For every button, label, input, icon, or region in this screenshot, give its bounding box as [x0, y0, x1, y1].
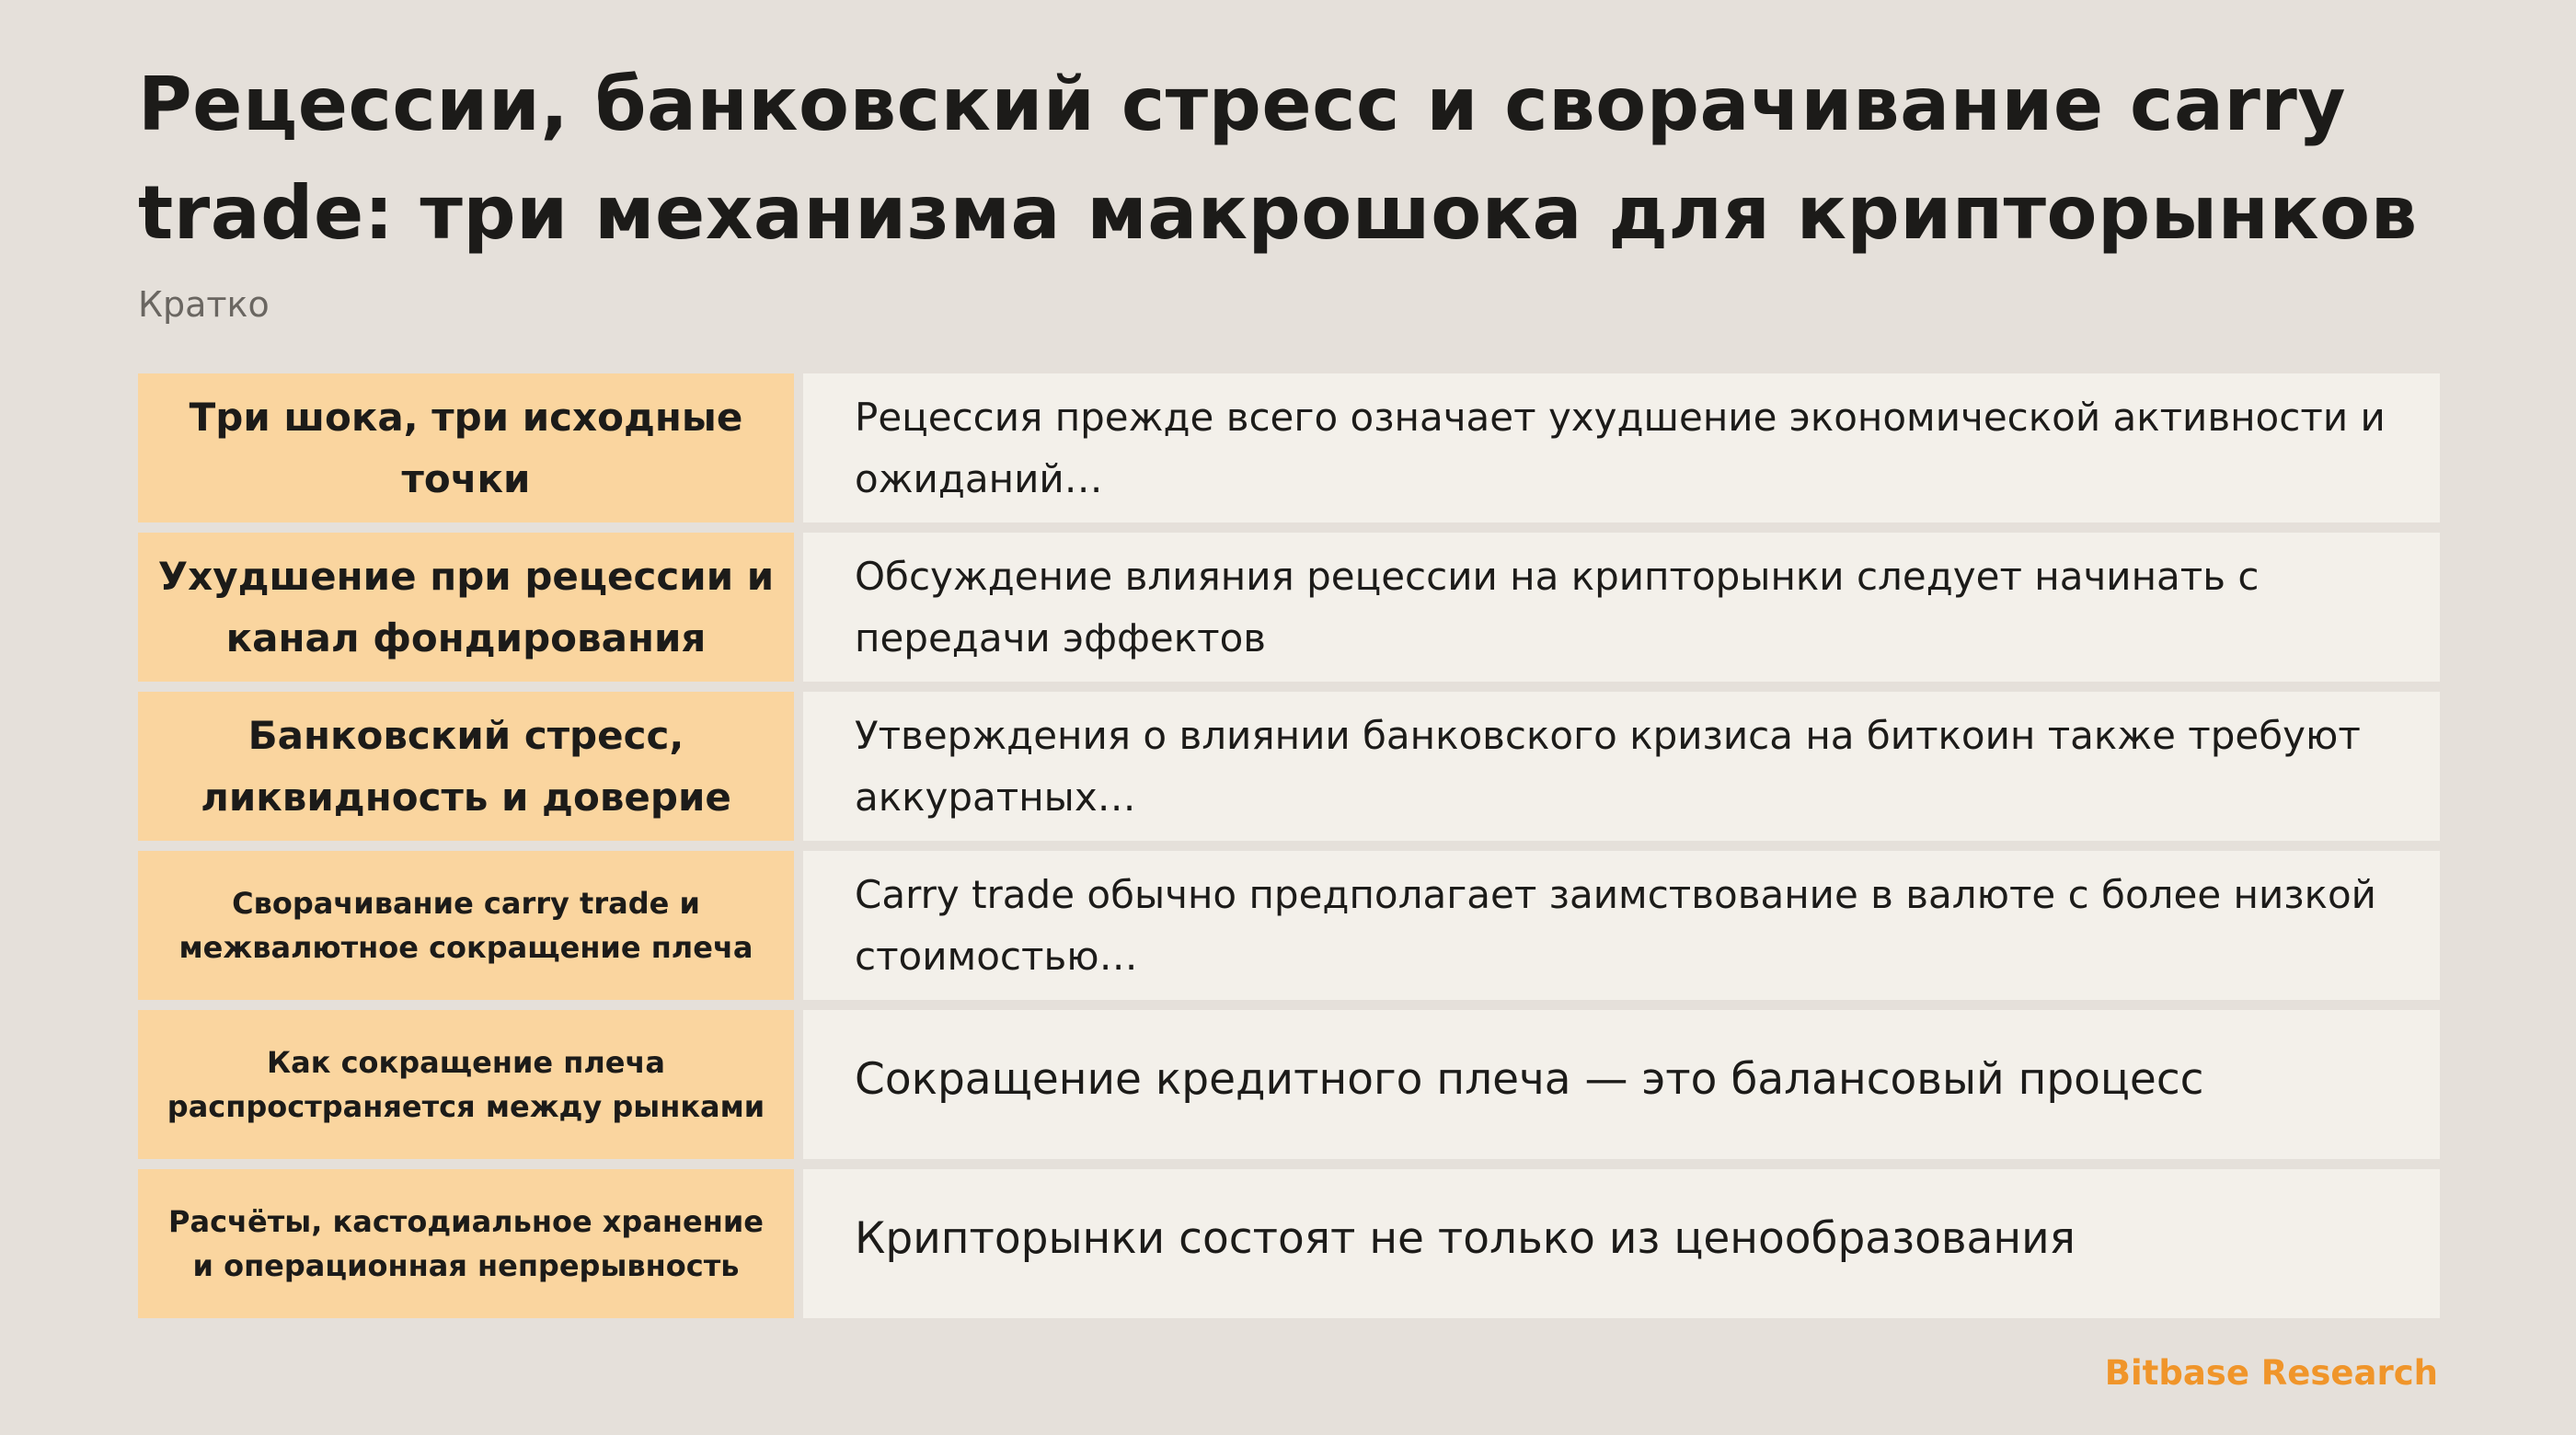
row-text: Крипторынки состоят не только из ценообразования — [803, 1169, 2440, 1318]
table-row — [138, 533, 2440, 682]
row-heading: Ухудшение при рецессии и канал фондирования — [138, 533, 794, 682]
table-row — [138, 1169, 2440, 1318]
table-row — [138, 851, 2440, 1000]
summary-table — [138, 373, 2440, 1328]
row-heading: Сворачивание carry trade и межвалютное сокращение плеча — [138, 851, 794, 1000]
row-text: Сокращение кредитного плеча — это балансовый процесс — [803, 1010, 2440, 1159]
table-row — [138, 373, 2440, 522]
page-title: Рецессии, банковский стресс и сворачивание carry trade: три механизма макрошока для крипторынков — [138, 62, 2418, 256]
row-text: Обсуждение влияния рецессии на крипторынки следует начинать с передачи эффектов — [803, 533, 2440, 682]
brand-footer: Bitbase Research — [2104, 1353, 2438, 1393]
row-text: Carry trade обычно предполагает заимствование в валюте с более низкой стоимостью… — [803, 851, 2440, 1000]
row-text: Утверждения о влиянии банковского кризиса на биткоин также требуют аккуратных… — [803, 692, 2440, 841]
row-heading: Три шока, три исходные точки — [138, 373, 794, 522]
row-heading: Как сокращение плеча распространяется между рынками — [138, 1010, 794, 1159]
row-text: Рецессия прежде всего означает ухудшение экономической активности и ожиданий… — [803, 373, 2440, 522]
table-row — [138, 692, 2440, 841]
row-heading: Расчёты, кастодиальное хранение и операционная непрерывность — [138, 1169, 794, 1318]
row-heading: Банковский стресс, ликвидность и доверие — [138, 692, 794, 841]
table-row — [138, 1010, 2440, 1159]
subtitle: Кратко — [138, 284, 270, 325]
